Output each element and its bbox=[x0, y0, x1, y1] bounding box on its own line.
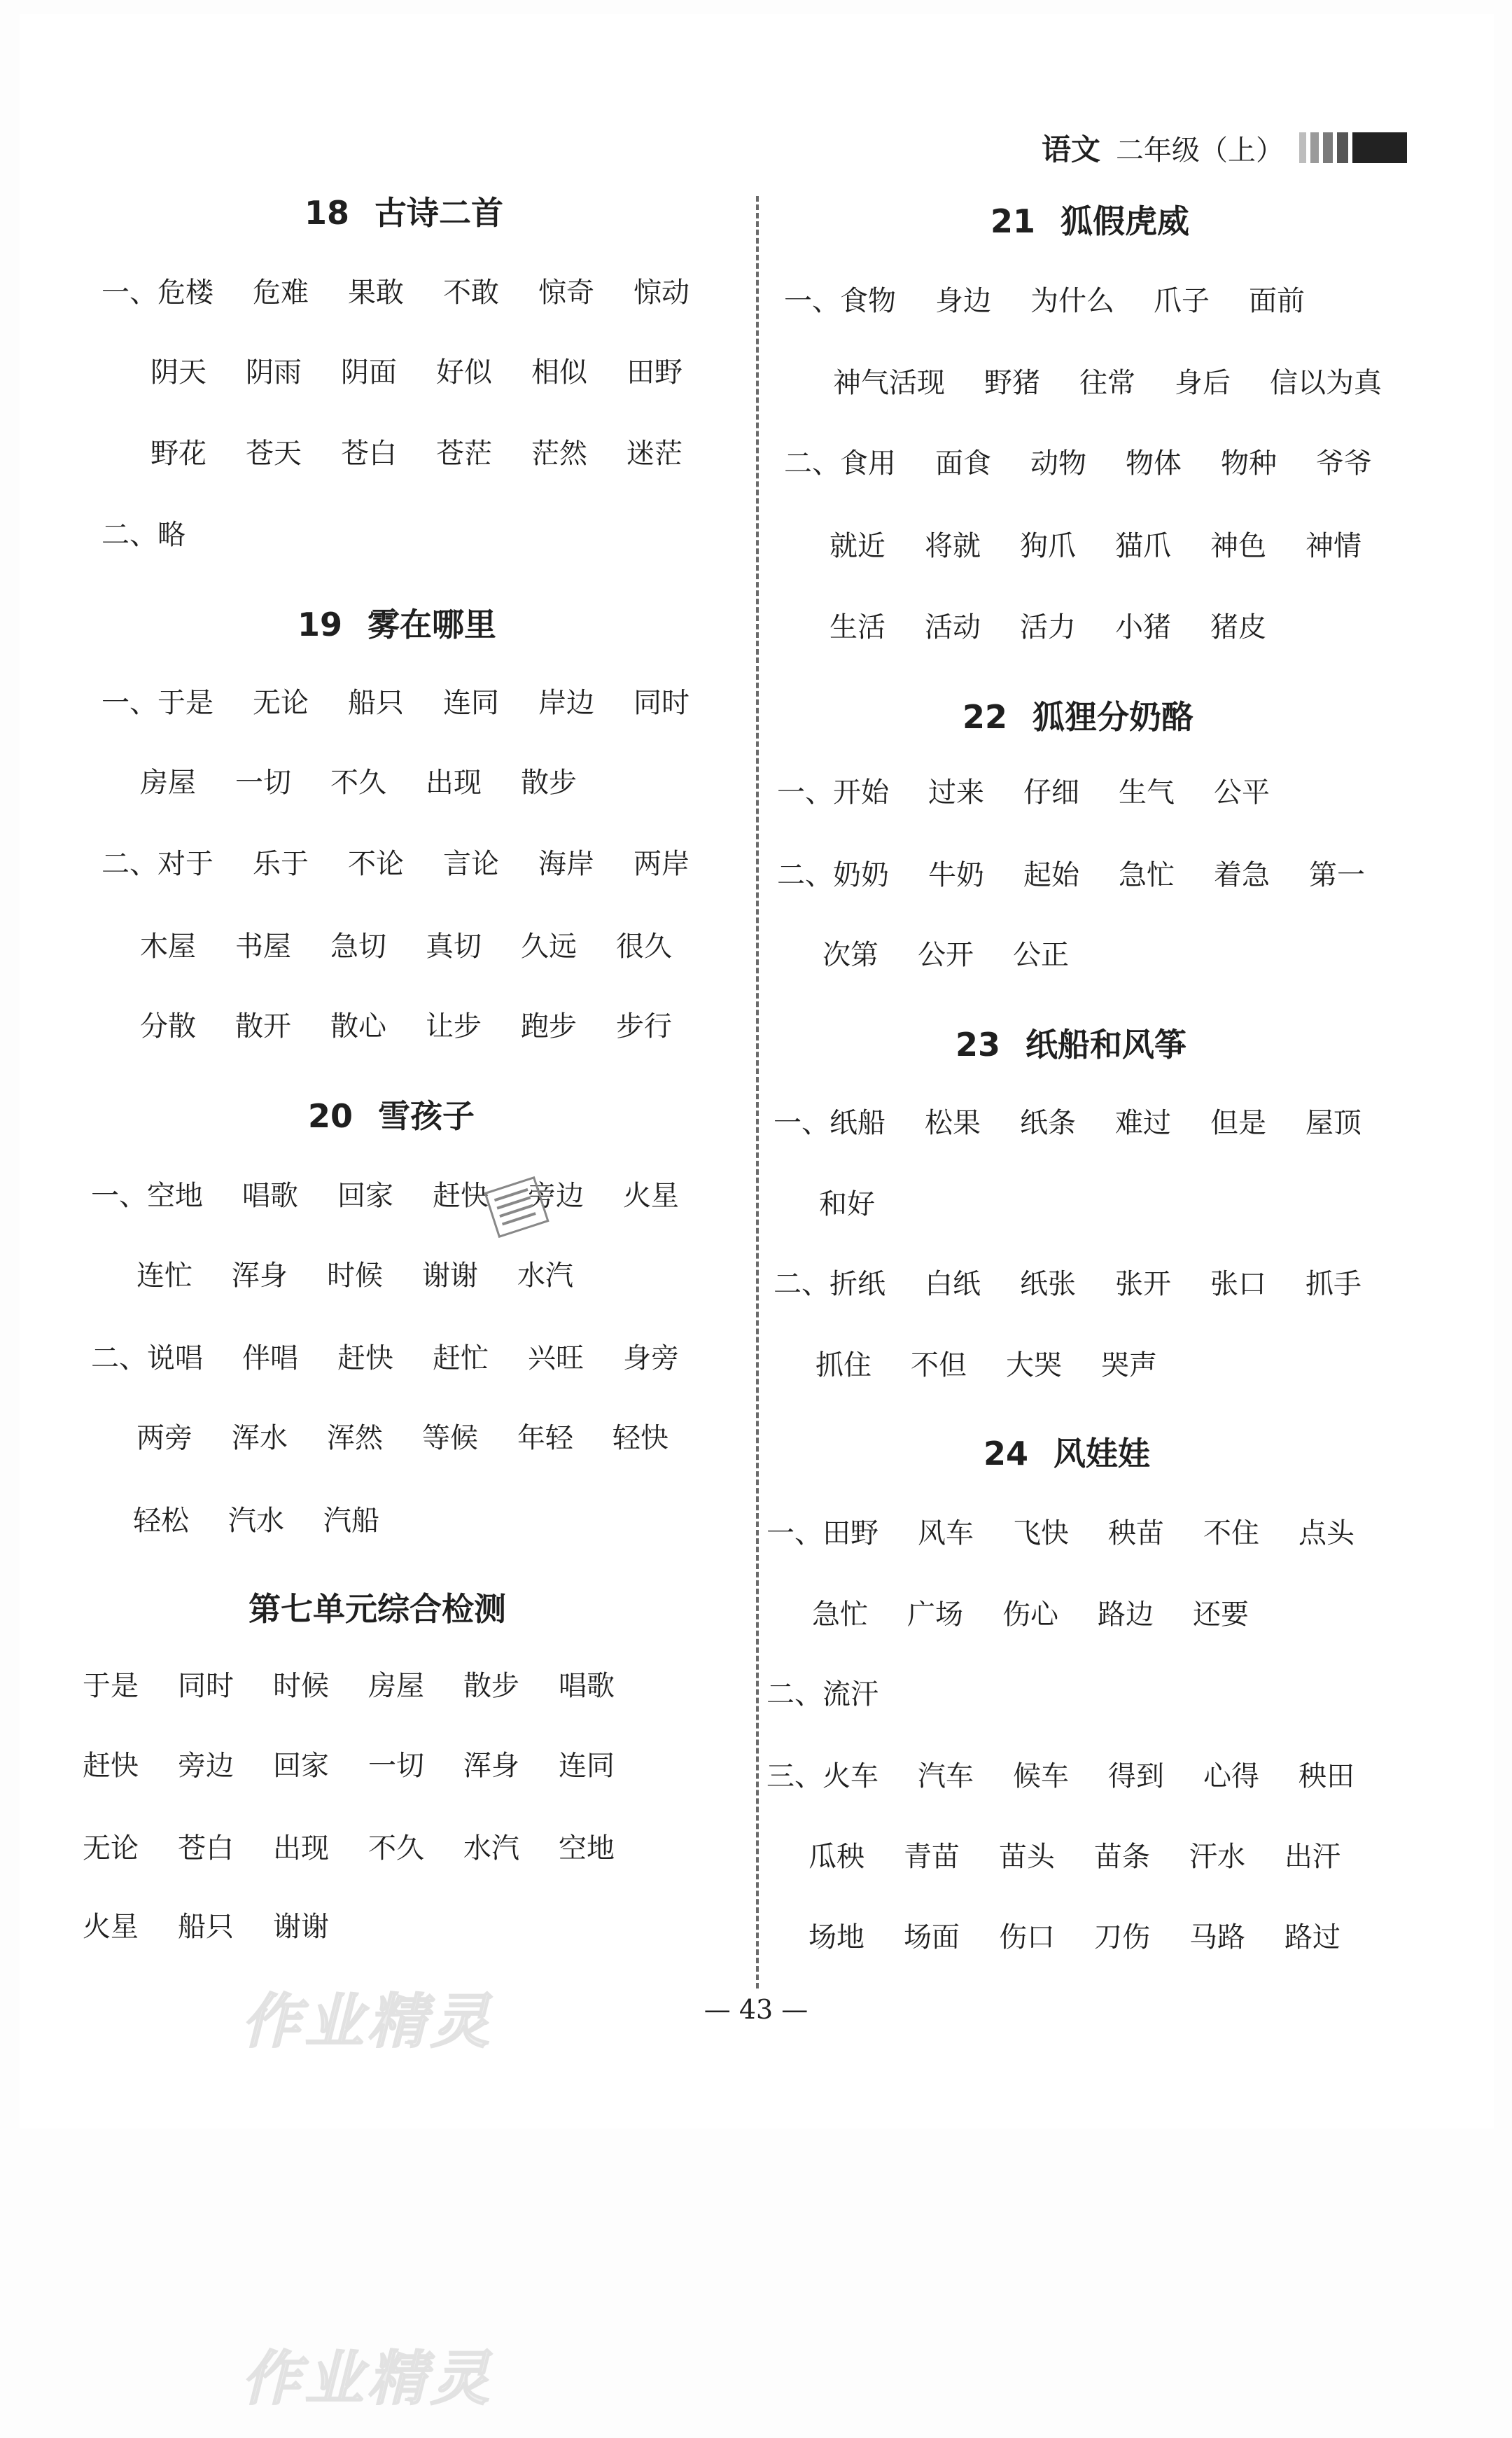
answer-word: 水汽 bbox=[463, 1832, 519, 1865]
answer-line bbox=[833, 361, 1421, 400]
answer-word: 年轻 bbox=[517, 1422, 573, 1454]
answer-word: 赶忙 bbox=[433, 1342, 489, 1374]
answer-word: 赶快 bbox=[83, 1750, 139, 1782]
answer-line bbox=[774, 1262, 1401, 1302]
answer-word: 阴面 bbox=[341, 356, 397, 389]
answer-word: 苍天 bbox=[246, 438, 302, 470]
section-title bbox=[308, 1091, 475, 1137]
question-number: 三、 bbox=[766, 1760, 822, 1792]
answer-word: 松果 bbox=[925, 1107, 981, 1139]
answer-word: 久远 bbox=[521, 931, 577, 963]
answer-word: 风车 bbox=[918, 1517, 974, 1549]
answer-word: 神色 bbox=[1210, 530, 1266, 562]
answer-word: 茫然 bbox=[531, 438, 587, 470]
header-subject: 语文 bbox=[1041, 132, 1100, 167]
answer-word: 时候 bbox=[327, 1260, 383, 1292]
answer-word: 旁边 bbox=[178, 1750, 234, 1782]
answer-line bbox=[819, 1182, 914, 1222]
answer-line bbox=[777, 770, 1309, 810]
answer-word: 野猪 bbox=[984, 367, 1040, 399]
answer-word: 着急 bbox=[1214, 859, 1270, 891]
answer-line bbox=[822, 933, 1108, 973]
answer-word: 汽船 bbox=[323, 1505, 379, 1537]
answer-line bbox=[102, 842, 729, 882]
header-bar-decoration bbox=[1295, 132, 1407, 163]
question-number: 二、 bbox=[784, 447, 840, 480]
question-number: 一、 bbox=[102, 687, 158, 719]
answer-word: 不论 bbox=[348, 848, 404, 880]
answer-word: 阴天 bbox=[150, 356, 206, 389]
answer-word: 浑身 bbox=[232, 1260, 288, 1292]
question-number: 二、 bbox=[774, 1268, 830, 1300]
answer-word: 火车 bbox=[822, 1760, 878, 1792]
answer-word: 相似 bbox=[531, 356, 587, 389]
answer-word: 散开 bbox=[235, 1010, 291, 1043]
question-number: 一、 bbox=[774, 1107, 830, 1139]
answer-word: 分散 bbox=[140, 1010, 196, 1043]
answer-word: 出现 bbox=[426, 767, 482, 799]
answer-word: 乐于 bbox=[253, 848, 309, 880]
answer-line bbox=[136, 1416, 708, 1456]
lesson-title: 狐假虎威 bbox=[1060, 202, 1190, 240]
answer-line bbox=[83, 1743, 654, 1783]
answer-word: 难过 bbox=[1115, 1107, 1171, 1139]
answer-line bbox=[808, 1834, 1380, 1874]
answer-word: 危楼 bbox=[158, 277, 214, 309]
answer-word: 同时 bbox=[178, 1670, 234, 1702]
answer-word: 不住 bbox=[1203, 1517, 1259, 1549]
answer-line bbox=[777, 853, 1404, 893]
answer-word: 狗爪 bbox=[1020, 530, 1076, 562]
answer-line bbox=[812, 1592, 1288, 1632]
answer-word: 身边 bbox=[935, 285, 991, 317]
answer-word: 同时 bbox=[634, 687, 690, 719]
answer-word: 抓手 bbox=[1306, 1268, 1362, 1300]
answer-word: 轻松 bbox=[133, 1505, 189, 1537]
answer-word: 回家 bbox=[273, 1750, 329, 1782]
answer-word: 身旁 bbox=[623, 1342, 679, 1374]
answer-word: 伴唱 bbox=[242, 1342, 298, 1374]
answer-word: 危难 bbox=[253, 277, 309, 309]
answer-word: 浑然 bbox=[327, 1422, 383, 1454]
answer-word: 折纸 bbox=[830, 1268, 886, 1300]
answer-line bbox=[133, 1498, 419, 1538]
answer-word: 物体 bbox=[1126, 447, 1182, 480]
question-number: 二、 bbox=[777, 859, 833, 891]
answer-line bbox=[102, 270, 729, 310]
answer-word: 生气 bbox=[1119, 776, 1175, 809]
answer-word: 浑身 bbox=[463, 1750, 519, 1782]
answer-word: 抓住 bbox=[816, 1349, 872, 1381]
answer-line bbox=[91, 1173, 718, 1213]
answer-word: 哭声 bbox=[1101, 1349, 1157, 1381]
answer-word: 果敢 bbox=[348, 277, 404, 309]
lesson-title: 雪孩子 bbox=[378, 1097, 475, 1135]
answer-word: 惊奇 bbox=[538, 277, 594, 309]
answer-word: 小猪 bbox=[1115, 611, 1171, 643]
answer-line bbox=[830, 524, 1401, 564]
answer-word: 神情 bbox=[1306, 530, 1362, 562]
answer-line bbox=[766, 1754, 1394, 1794]
answer-word: 过来 bbox=[928, 776, 984, 809]
answer-word: 活动 bbox=[925, 611, 981, 643]
answer-word: 生活 bbox=[830, 611, 886, 643]
answer-word: 两旁 bbox=[136, 1422, 192, 1454]
answer-line bbox=[150, 431, 722, 471]
answer-line bbox=[766, 1511, 1394, 1551]
answer-line bbox=[102, 681, 729, 720]
lesson-title: 雾在哪里 bbox=[368, 606, 497, 643]
answer-word: 急忙 bbox=[812, 1598, 868, 1631]
section-title bbox=[304, 188, 503, 234]
answer-word: 秧苗 bbox=[1108, 1517, 1164, 1549]
answer-word: 伤心 bbox=[1002, 1598, 1058, 1631]
answer-word: 赶快 bbox=[433, 1180, 489, 1212]
answer-word: 野花 bbox=[150, 438, 206, 470]
answer-line bbox=[784, 279, 1344, 319]
answer-word: 张开 bbox=[1115, 1268, 1171, 1300]
answer-word: 但是 bbox=[1210, 1107, 1266, 1139]
answer-word: 公平 bbox=[1214, 776, 1270, 809]
answer-word: 唱歌 bbox=[559, 1670, 615, 1702]
answer-word: 散步 bbox=[521, 767, 577, 799]
answer-word: 爪子 bbox=[1154, 285, 1210, 317]
answer-word: 苍白 bbox=[178, 1832, 234, 1865]
answer-word: 散步 bbox=[463, 1670, 519, 1702]
answer-word: 为什么 bbox=[1030, 285, 1114, 317]
answer-word: 屋顶 bbox=[1306, 1107, 1362, 1139]
answer-word: 信以为真 bbox=[1270, 367, 1382, 399]
answer-word: 纸船 bbox=[830, 1107, 886, 1139]
lesson-title: 第七单元综合检测 bbox=[248, 1590, 506, 1628]
answer-word: 出汗 bbox=[1284, 1841, 1340, 1873]
answer-word: 纸张 bbox=[1020, 1268, 1076, 1300]
answer-word: 田野 bbox=[822, 1517, 878, 1549]
answer-word: 无论 bbox=[83, 1832, 139, 1865]
answer-word: 真切 bbox=[426, 931, 482, 963]
answer-word: 船只 bbox=[178, 1911, 234, 1943]
question-number: 一、 bbox=[766, 1517, 822, 1549]
answer-line bbox=[140, 760, 616, 800]
answer-word: 神气活现 bbox=[833, 367, 945, 399]
answer-line bbox=[83, 1664, 654, 1704]
page-number: — 43 — bbox=[704, 1994, 808, 2025]
lesson-title: 纸船和风筝 bbox=[1026, 1026, 1187, 1064]
column-divider bbox=[756, 196, 759, 1988]
answer-word: 苗条 bbox=[1094, 1841, 1150, 1873]
answer-word: 猪皮 bbox=[1210, 611, 1266, 643]
answer-word: 食用 bbox=[840, 447, 896, 480]
lesson-number: 18 bbox=[304, 194, 350, 232]
answer-word: 得到 bbox=[1108, 1760, 1164, 1792]
answer-word: 空地 bbox=[147, 1180, 203, 1212]
watermark: 作业精灵 bbox=[241, 2344, 494, 2413]
question-number: 二、 bbox=[766, 1678, 822, 1711]
answer-word: 面食 bbox=[935, 447, 991, 480]
section-title bbox=[962, 692, 1194, 738]
answer-word: 轻快 bbox=[612, 1422, 668, 1454]
answer-word: 让步 bbox=[426, 1010, 482, 1043]
answer-word: 马路 bbox=[1189, 1921, 1245, 1953]
answer-word: 谢谢 bbox=[422, 1260, 478, 1292]
answer-word: 不但 bbox=[911, 1349, 967, 1381]
answer-word: 路过 bbox=[1284, 1921, 1340, 1953]
lesson-number: 23 bbox=[955, 1026, 1001, 1064]
answer-line bbox=[816, 1343, 1196, 1383]
question-number: 一、 bbox=[777, 776, 833, 809]
answer-word: 苍白 bbox=[341, 438, 397, 470]
answer-word: 还要 bbox=[1193, 1598, 1249, 1631]
answer-word: 回家 bbox=[337, 1180, 393, 1212]
answer-word: 伤口 bbox=[999, 1921, 1055, 1953]
answer-word: 很久 bbox=[616, 931, 672, 963]
answer-word: 跑步 bbox=[521, 1010, 577, 1043]
answer-word: 空地 bbox=[559, 1832, 615, 1865]
answer-word: 书屋 bbox=[235, 931, 291, 963]
header-grade: 二年级（上） bbox=[1116, 134, 1284, 167]
answer-word: 急切 bbox=[330, 931, 386, 963]
answer-word: 刀伤 bbox=[1094, 1921, 1150, 1953]
question-number: 一、 bbox=[91, 1180, 147, 1212]
answer-word: 海岸 bbox=[538, 848, 594, 880]
answer-word: 迷茫 bbox=[626, 438, 682, 470]
answer-word: 于是 bbox=[83, 1670, 139, 1702]
answer-word: 活力 bbox=[1020, 611, 1076, 643]
answer-word: 面前 bbox=[1249, 285, 1305, 317]
answer-line bbox=[102, 513, 225, 552]
answer-word: 物种 bbox=[1221, 447, 1277, 480]
answer-word: 赶快 bbox=[337, 1342, 393, 1374]
answer-word: 奶奶 bbox=[833, 859, 889, 891]
answer-word: 不久 bbox=[330, 767, 386, 799]
answer-word: 场面 bbox=[904, 1921, 960, 1953]
answer-word: 开始 bbox=[833, 776, 889, 809]
answer-word: 猫爪 bbox=[1115, 530, 1171, 562]
answer-word: 大哭 bbox=[1006, 1349, 1062, 1381]
answer-word: 秧田 bbox=[1298, 1760, 1354, 1792]
answer-word: 惊动 bbox=[634, 277, 690, 309]
answer-line bbox=[83, 1826, 654, 1866]
answer-word: 连同 bbox=[443, 687, 499, 719]
answer-word: 水汽 bbox=[517, 1260, 573, 1292]
answer-word: 苗头 bbox=[999, 1841, 1055, 1873]
answer-word: 瓜秧 bbox=[808, 1841, 864, 1873]
section-title bbox=[955, 1019, 1186, 1066]
answer-word: 唱歌 bbox=[242, 1180, 298, 1212]
answer-word: 一切 bbox=[368, 1750, 424, 1782]
lesson-title: 风娃娃 bbox=[1054, 1435, 1151, 1472]
page-header bbox=[1042, 128, 1407, 167]
answer-word: 飞快 bbox=[1013, 1517, 1069, 1549]
answer-word: 连忙 bbox=[136, 1260, 192, 1292]
answer-word: 略 bbox=[158, 519, 186, 551]
answer-line bbox=[136, 1253, 612, 1293]
answer-word: 房屋 bbox=[140, 767, 196, 799]
answer-word: 言论 bbox=[443, 848, 499, 880]
answer-word: 连同 bbox=[559, 1750, 615, 1782]
answer-word: 苍茫 bbox=[436, 438, 492, 470]
answer-word: 汽车 bbox=[918, 1760, 974, 1792]
answer-line bbox=[766, 1672, 918, 1712]
answer-word: 纸条 bbox=[1020, 1107, 1076, 1139]
lesson-number: 22 bbox=[962, 698, 1008, 736]
answer-word: 广场 bbox=[907, 1598, 963, 1631]
answer-word: 路边 bbox=[1098, 1598, 1154, 1631]
answer-word: 谢谢 bbox=[273, 1911, 329, 1943]
answer-word: 船只 bbox=[348, 687, 404, 719]
section-title bbox=[990, 196, 1189, 242]
answer-word: 汗水 bbox=[1189, 1841, 1245, 1873]
answer-word: 不久 bbox=[368, 1832, 424, 1865]
answer-word: 公正 bbox=[1013, 939, 1069, 971]
answer-word: 心得 bbox=[1203, 1760, 1259, 1792]
answer-word: 牛奶 bbox=[928, 859, 984, 891]
answer-line bbox=[91, 1336, 718, 1376]
answer-word: 起始 bbox=[1023, 859, 1079, 891]
answer-word: 火星 bbox=[623, 1180, 679, 1212]
answer-line bbox=[808, 1915, 1380, 1955]
answer-word: 青苗 bbox=[904, 1841, 960, 1873]
answer-word: 急忙 bbox=[1119, 859, 1175, 891]
answer-line bbox=[140, 924, 711, 964]
answer-word: 第一 bbox=[1309, 859, 1365, 891]
lesson-title: 古诗二首 bbox=[374, 194, 504, 232]
answer-line bbox=[150, 350, 722, 390]
answer-word: 将就 bbox=[925, 530, 981, 562]
answer-word: 身后 bbox=[1175, 367, 1231, 399]
question-number: 一、 bbox=[784, 285, 840, 317]
answer-word: 不敢 bbox=[443, 277, 499, 309]
answer-word: 散心 bbox=[330, 1010, 386, 1043]
answer-line bbox=[83, 1904, 368, 1944]
answer-word: 步行 bbox=[616, 1010, 672, 1043]
watermark: 作业精灵 bbox=[241, 1987, 494, 2056]
answer-word: 食物 bbox=[840, 285, 896, 317]
answer-word: 两岸 bbox=[634, 848, 690, 880]
lesson-number: 21 bbox=[990, 202, 1036, 240]
lesson-title: 狐狸分奶酪 bbox=[1032, 698, 1194, 736]
answer-word: 等候 bbox=[422, 1422, 478, 1454]
answer-word: 出现 bbox=[273, 1832, 329, 1865]
question-number: 二、 bbox=[102, 848, 158, 880]
answer-word: 岸边 bbox=[538, 687, 594, 719]
answer-word: 仔细 bbox=[1023, 776, 1079, 809]
answer-word: 场地 bbox=[808, 1921, 864, 1953]
answer-word: 浑水 bbox=[232, 1422, 288, 1454]
answer-line bbox=[774, 1101, 1401, 1141]
answer-line bbox=[140, 1004, 711, 1044]
answer-word: 动物 bbox=[1030, 447, 1086, 480]
answer-word: 好似 bbox=[436, 356, 492, 389]
answer-word: 对于 bbox=[158, 848, 214, 880]
answer-word: 兴旺 bbox=[528, 1342, 584, 1374]
answer-word: 旁边 bbox=[528, 1180, 584, 1212]
answer-word: 房屋 bbox=[368, 1670, 424, 1702]
answer-word: 流汗 bbox=[822, 1678, 878, 1711]
lesson-number: 24 bbox=[983, 1435, 1029, 1472]
answer-word: 木屋 bbox=[140, 931, 196, 963]
answer-word: 候车 bbox=[1013, 1760, 1069, 1792]
question-number: 一、 bbox=[102, 277, 158, 309]
question-number: 二、 bbox=[102, 519, 158, 551]
answer-word: 和好 bbox=[819, 1188, 875, 1220]
section-title bbox=[248, 1584, 506, 1630]
answer-line bbox=[830, 605, 1306, 645]
answer-word: 无论 bbox=[253, 687, 309, 719]
answer-word: 说唱 bbox=[147, 1342, 203, 1374]
answer-word: 次第 bbox=[822, 939, 878, 971]
answer-word: 火星 bbox=[83, 1911, 139, 1943]
answer-word: 阴雨 bbox=[246, 356, 302, 389]
answer-line bbox=[784, 441, 1411, 481]
answer-word: 一切 bbox=[235, 767, 291, 799]
answer-word: 白纸 bbox=[925, 1268, 981, 1300]
answer-word: 就近 bbox=[830, 530, 886, 562]
answer-word: 爷爷 bbox=[1316, 447, 1372, 480]
answer-word: 点头 bbox=[1298, 1517, 1354, 1549]
section-title bbox=[298, 599, 496, 646]
lesson-number: 19 bbox=[298, 606, 343, 643]
lesson-number: 20 bbox=[308, 1097, 354, 1135]
answer-word: 张口 bbox=[1210, 1268, 1266, 1300]
answer-word: 于是 bbox=[158, 687, 214, 719]
answer-word: 公开 bbox=[918, 939, 974, 971]
answer-word: 汽水 bbox=[228, 1505, 284, 1537]
answer-word: 田野 bbox=[626, 356, 682, 389]
answer-word: 时候 bbox=[273, 1670, 329, 1702]
question-number: 二、 bbox=[91, 1342, 147, 1374]
section-title bbox=[983, 1428, 1150, 1475]
answer-word: 往常 bbox=[1079, 367, 1135, 399]
